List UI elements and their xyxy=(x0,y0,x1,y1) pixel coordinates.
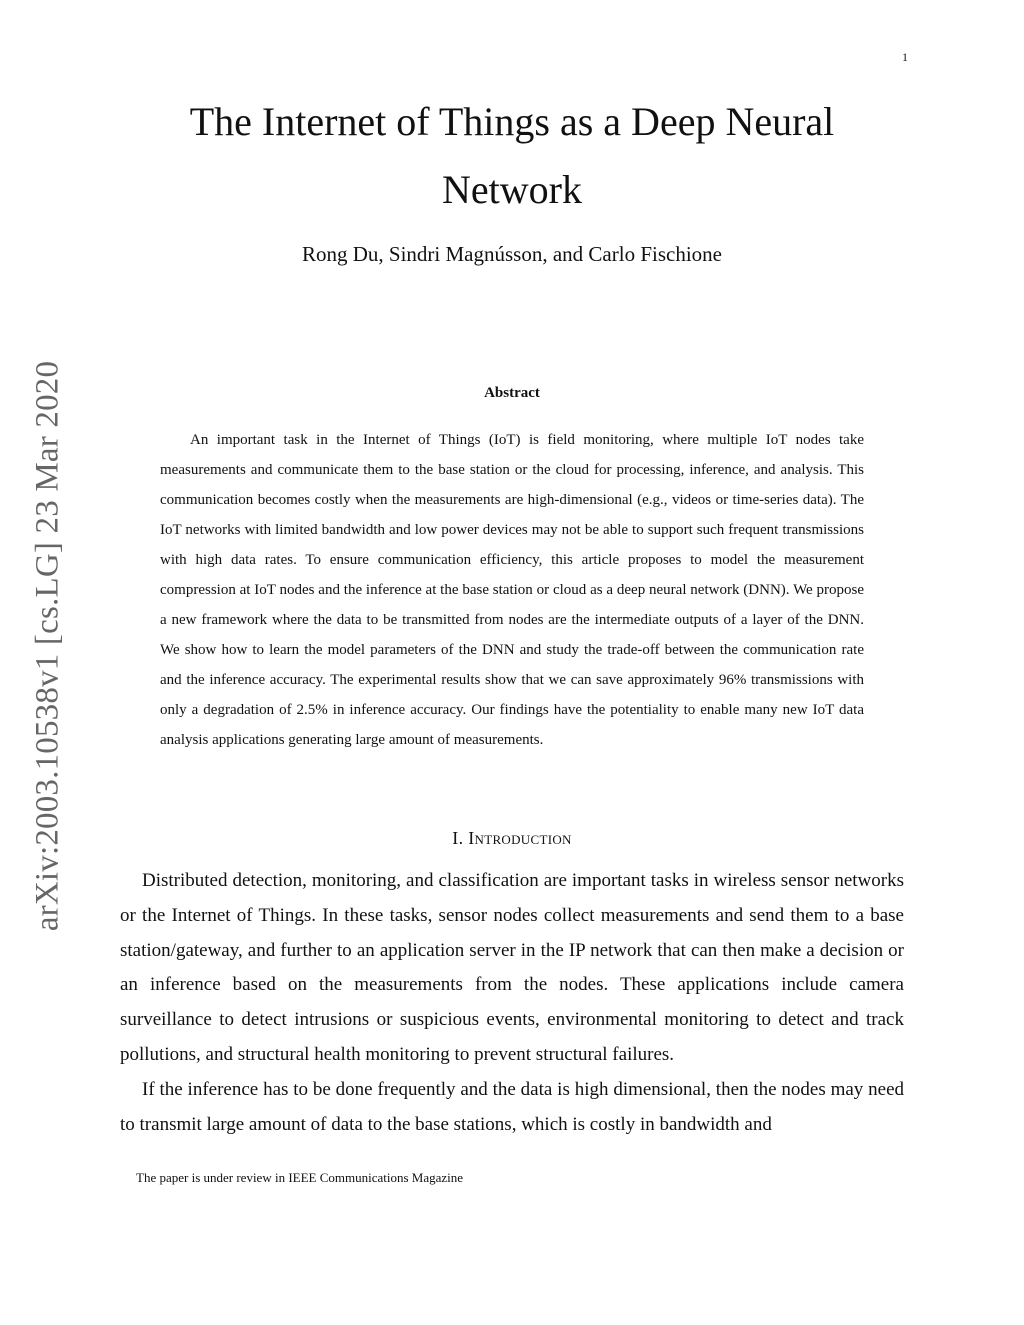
section-heading xyxy=(120,828,904,849)
section-number: I. xyxy=(452,828,464,848)
body-paragraph: If the inference has to be done frequently and the data is high dimensional, then the nodes may need to transmit large amount of data to the base stations, which is costly in bandwidth and xyxy=(120,1079,904,1135)
arxiv-identifier: arXiv:2003.10538v1 [cs.LG] 23 Mar 2020 xyxy=(29,360,66,932)
author-list: Rong Du, Sindri Magnússon, and Carlo Fischione xyxy=(302,242,722,266)
section-title: Introduction xyxy=(468,828,572,848)
paper-title: The Internet of Things as a Deep Neural Network xyxy=(189,99,835,212)
abstract-heading: Abstract xyxy=(484,385,540,401)
page-number: 1 xyxy=(902,50,908,64)
footnote: The paper is under review in IEEE Communications Magazine xyxy=(136,1170,464,1185)
body-paragraph: Distributed detection, monitoring, and classification are important tasks in wireless sensor networks or the Internet of Things. In these tasks, sensor nodes collect measurements and send them to a base station/gateway, and further to an application server in the IP network that can then make a decision or an inference based on the measurements from the nodes. These applications include camera surveillance to detect intrusions or suspicious events, environmental monitoring to detect and track pollutions, and structural health monitoring to prevent structural failures. xyxy=(120,870,904,1065)
abstract-text: An important task in the Internet of Things (IoT) is field monitoring, where multiple IoT nodes take measurements and communicate them to the base station or the cloud for processing, inference, and analysis. This communication becomes costly when the measurements are high-dimensional (e.g., videos or time-series data). The IoT networks with limited bandwidth and low power devices may not be able to support such frequent transmissions with high data rates. To ensure communication efficiency, this article proposes to model the measurement compression at IoT nodes and the inference at the base station or cloud as a deep neural network (DNN). We propose a new framework where the data to be transmitted from nodes are the intermediate outputs of a layer of the DNN. We show how to learn the model parameters of the DNN and study the trade-off between the communication rate and the inference accuracy. The experimental results show that we can save approximately 96% transmissions with only a degradation of 2.5% in inference accuracy. Our findings have the potentiality to enable many new IoT data analysis applications generating large amount of measurements. xyxy=(160,432,864,748)
